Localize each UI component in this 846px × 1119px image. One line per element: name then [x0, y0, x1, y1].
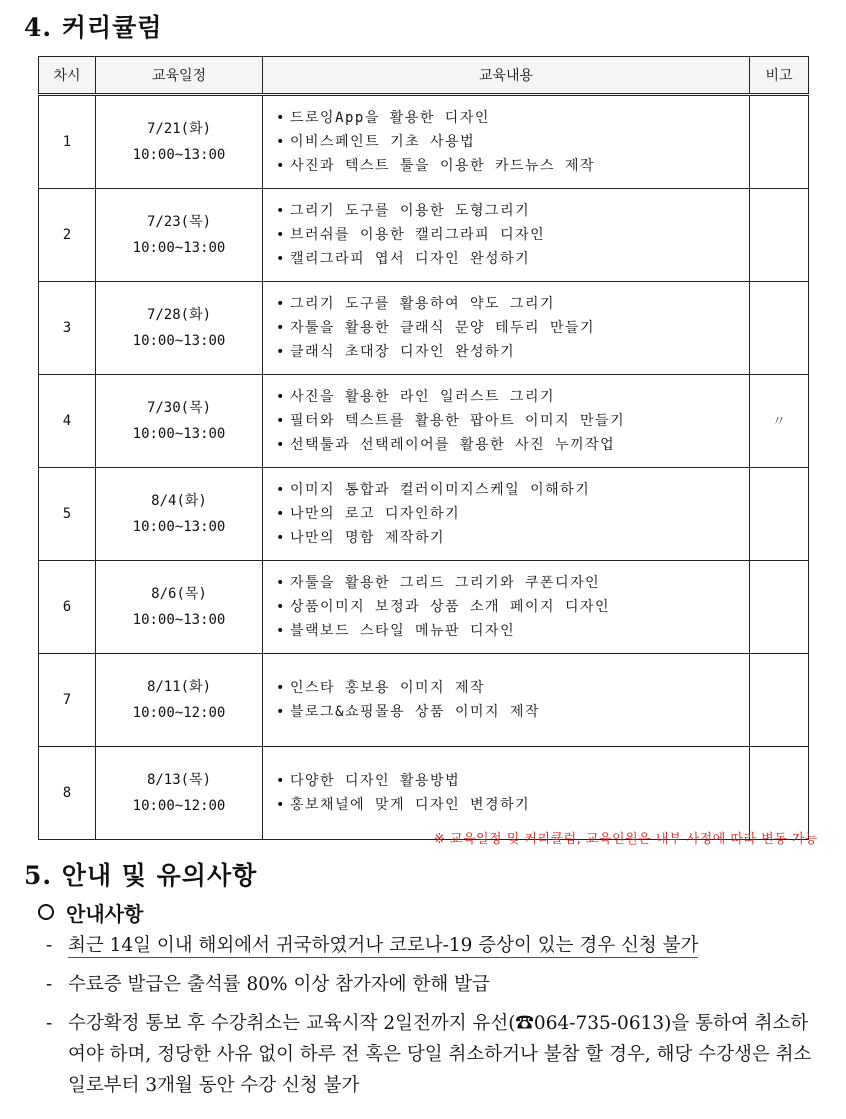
- session-number: 6: [39, 561, 96, 654]
- schedule-cell: [96, 747, 263, 840]
- schedule-time: 10:00~13:00: [132, 240, 226, 256]
- notice-item: [46, 1008, 826, 1101]
- content-item-text: 인스타 홍보용 이미지 제작: [290, 680, 486, 696]
- note-cell: 〃: [750, 375, 809, 468]
- schedule-time: 10:00~13:00: [132, 519, 226, 535]
- notice-subheading-label: 안내사항: [66, 902, 144, 926]
- table-row: [39, 95, 809, 189]
- circle-bullet-icon: [38, 904, 54, 920]
- note-cell: [750, 561, 809, 654]
- session-number: 3: [39, 282, 96, 375]
- schedule-time: 10:00~13:00: [132, 333, 226, 349]
- notice-text: 수강확정 통보 후 수강취소는 교육시작 2일전까지 유선(☎064-735-0613)을 통하여 취소하여야 하며, 정당한 사유 없이 하루 전 혹은 당일 취소하거나 불참 할 경우, 해당 수강생은 취소일로부터 3개월 동안 수강 신청 불가: [68, 1013, 812, 1096]
- session-number: 7: [39, 654, 96, 747]
- schedule-time: 10:00~13:00: [132, 612, 226, 628]
- content-list: [264, 385, 748, 457]
- table-row: [39, 189, 809, 282]
- notice-list: [46, 930, 826, 1109]
- bullet-icon: •: [276, 296, 286, 312]
- note-cell: [750, 95, 809, 189]
- note-cell: [750, 654, 809, 747]
- bullet-icon: •: [276, 797, 286, 813]
- content-cell: [263, 189, 750, 282]
- content-list: [264, 571, 748, 643]
- content-item-text: 블랙보드 스타일 메뉴판 디자인: [290, 623, 516, 639]
- bullet-icon: •: [276, 110, 286, 126]
- content-item: [276, 409, 748, 433]
- header-schedule: 교육일정: [96, 57, 263, 95]
- content-item: [276, 619, 748, 643]
- content-item: [276, 223, 748, 247]
- schedule-cell: [96, 468, 263, 561]
- dash-bullet-icon: -: [46, 974, 53, 995]
- notice-text: 수료증 발급은 출석률 80% 이상 참가자에 한해 발급: [68, 974, 490, 995]
- content-item-text: 사진을 활용한 라인 일러스트 그리기: [290, 389, 556, 405]
- bullet-icon: •: [276, 575, 286, 591]
- bullet-icon: •: [276, 482, 286, 498]
- content-item-text: 필터와 텍스트를 활용한 팝아트 이미지 만들기: [290, 413, 626, 429]
- note-cell: [750, 747, 809, 840]
- note-cell: [750, 189, 809, 282]
- notice-item: [46, 969, 826, 1000]
- content-item: [276, 292, 748, 316]
- header-content: 교육내용: [263, 57, 750, 95]
- content-item-text: 이미지 통합과 컬러이미지스케일 이해하기: [290, 482, 591, 498]
- content-item: [276, 793, 748, 817]
- schedule-date: 7/23(목): [146, 214, 212, 230]
- content-item: [276, 154, 748, 178]
- content-item-text: 그리기 도구를 활용하여 약도 그리기: [290, 296, 556, 312]
- content-item-text: 상품이미지 보정과 상품 소개 페이지 디자인: [290, 599, 611, 615]
- content-cell: [263, 561, 750, 654]
- notice-item: [46, 930, 826, 961]
- content-item: [276, 106, 748, 130]
- bullet-icon: •: [276, 773, 286, 789]
- content-item: [276, 199, 748, 223]
- content-cell: [263, 375, 750, 468]
- note-cell: [750, 468, 809, 561]
- bullet-icon: •: [276, 680, 286, 696]
- schedule-date: 7/21(화): [146, 121, 212, 137]
- notice-subheading: [38, 898, 143, 927]
- section-4-heading: 4. 커리큘럼: [24, 13, 163, 42]
- bullet-icon: •: [276, 158, 286, 174]
- content-item-text: 자툴을 활용한 클래식 문양 테두리 만들기: [290, 320, 596, 336]
- content-item: [276, 340, 748, 364]
- dash-bullet-icon: -: [46, 1013, 53, 1034]
- schedule-date: 8/6(목): [151, 586, 207, 602]
- content-item: [276, 526, 748, 550]
- content-item-text: 드로잉App을 활용한 디자인: [290, 110, 490, 126]
- schedule-time: 10:00~13:00: [132, 426, 226, 442]
- schedule-date: 8/13(목): [146, 772, 212, 788]
- bullet-icon: •: [276, 344, 286, 360]
- content-item: [276, 247, 748, 271]
- table-row: [39, 282, 809, 375]
- schedule-date: 8/11(화): [146, 679, 212, 695]
- content-item-text: 클래식 초대장 디자인 완성하기: [290, 344, 516, 360]
- content-cell: [263, 282, 750, 375]
- table-row: [39, 747, 809, 840]
- schedule-time: 10:00~12:00: [132, 705, 226, 721]
- bullet-icon: •: [276, 251, 286, 267]
- content-item-text: 나만의 명함 제작하기: [290, 530, 446, 546]
- content-item-text: 자툴을 활용한 그리드 그리기와 쿠폰디자인: [290, 575, 601, 591]
- header-session: 차시: [39, 57, 96, 95]
- schedule-time: 10:00~12:00: [132, 798, 226, 814]
- bullet-icon: •: [276, 599, 286, 615]
- content-item: [276, 676, 748, 700]
- content-list: [264, 292, 748, 364]
- bullet-icon: •: [276, 704, 286, 720]
- schedule-cell: [96, 282, 263, 375]
- content-cell: [263, 747, 750, 840]
- content-item: [276, 130, 748, 154]
- session-number: 4: [39, 375, 96, 468]
- bullet-icon: •: [276, 134, 286, 150]
- content-cell: [263, 468, 750, 561]
- content-list: [264, 769, 748, 817]
- schedule-cell: [96, 561, 263, 654]
- content-cell: [263, 95, 750, 189]
- bullet-icon: •: [276, 227, 286, 243]
- content-item: [276, 478, 748, 502]
- bullet-icon: •: [276, 320, 286, 336]
- content-list: [264, 478, 748, 550]
- content-item: [276, 700, 748, 724]
- content-item-text: 브러쉬를 이용한 캘리그라피 디자인: [290, 227, 546, 243]
- bullet-icon: •: [276, 530, 286, 546]
- schedule-time: 10:00~13:00: [132, 147, 226, 163]
- header-note: 비고: [750, 57, 809, 95]
- session-number: 8: [39, 747, 96, 840]
- dash-bullet-icon: -: [46, 935, 53, 956]
- content-item: [276, 595, 748, 619]
- schedule-cell: [96, 654, 263, 747]
- content-list: [264, 676, 748, 724]
- content-item-text: 캘리그라피 엽서 디자인 완성하기: [290, 251, 531, 267]
- content-list: [264, 199, 748, 271]
- content-item: [276, 769, 748, 793]
- schedule-cell: [96, 95, 263, 189]
- bullet-icon: •: [276, 413, 286, 429]
- schedule-cell: [96, 189, 263, 282]
- content-item-text: 사진과 텍스트 툴을 이용한 카드뉴스 제작: [290, 158, 596, 174]
- content-item-text: 선택툴과 선택레이어를 활용한 사진 누끼작업: [290, 437, 616, 453]
- schedule-date: 7/28(화): [146, 307, 212, 323]
- content-item-text: 나만의 로고 디자인하기: [290, 506, 461, 522]
- schedule-date: 7/30(목): [146, 400, 212, 416]
- content-item: [276, 502, 748, 526]
- table-header-row: [39, 57, 809, 95]
- table-row: [39, 375, 809, 468]
- table-body: [39, 95, 809, 840]
- schedule-date: 8/4(화): [151, 493, 207, 509]
- session-number: 5: [39, 468, 96, 561]
- session-number: 2: [39, 189, 96, 282]
- content-list: [264, 106, 748, 178]
- content-item-text: 이비스페인트 기초 사용법: [290, 134, 476, 150]
- table-footnote: ※ 교육일정 및 커리큘럼, 교육인원은 내부 사정에 따라 변동 가능: [433, 832, 818, 847]
- bullet-icon: •: [276, 203, 286, 219]
- bullet-icon: •: [276, 389, 286, 405]
- session-number: 1: [39, 95, 96, 189]
- table-row: [39, 468, 809, 561]
- content-item-text: 홍보채널에 맞게 디자인 변경하기: [290, 797, 531, 813]
- content-item: [276, 571, 748, 595]
- section-5-heading: 5. 안내 및 유의사항: [24, 861, 258, 890]
- content-item-text: 다양한 디자인 활용방법: [290, 773, 461, 789]
- table-row: [39, 654, 809, 747]
- content-item-text: 블로그&쇼핑몰용 상품 이미지 제작: [290, 704, 541, 720]
- notice-text: 최근 14일 이내 해외에서 귀국하였거나 코로나-19 증상이 있는 경우 신청 불가: [68, 935, 699, 956]
- table-row: [39, 561, 809, 654]
- content-item: [276, 385, 748, 409]
- bullet-icon: •: [276, 437, 286, 453]
- note-cell: [750, 282, 809, 375]
- bullet-icon: •: [276, 506, 286, 522]
- schedule-cell: [96, 375, 263, 468]
- content-item: [276, 433, 748, 457]
- content-item: [276, 316, 748, 340]
- curriculum-table: [38, 56, 809, 840]
- content-item-text: 그리기 도구를 이용한 도형그리기: [290, 203, 531, 219]
- bullet-icon: •: [276, 623, 286, 639]
- content-cell: [263, 654, 750, 747]
